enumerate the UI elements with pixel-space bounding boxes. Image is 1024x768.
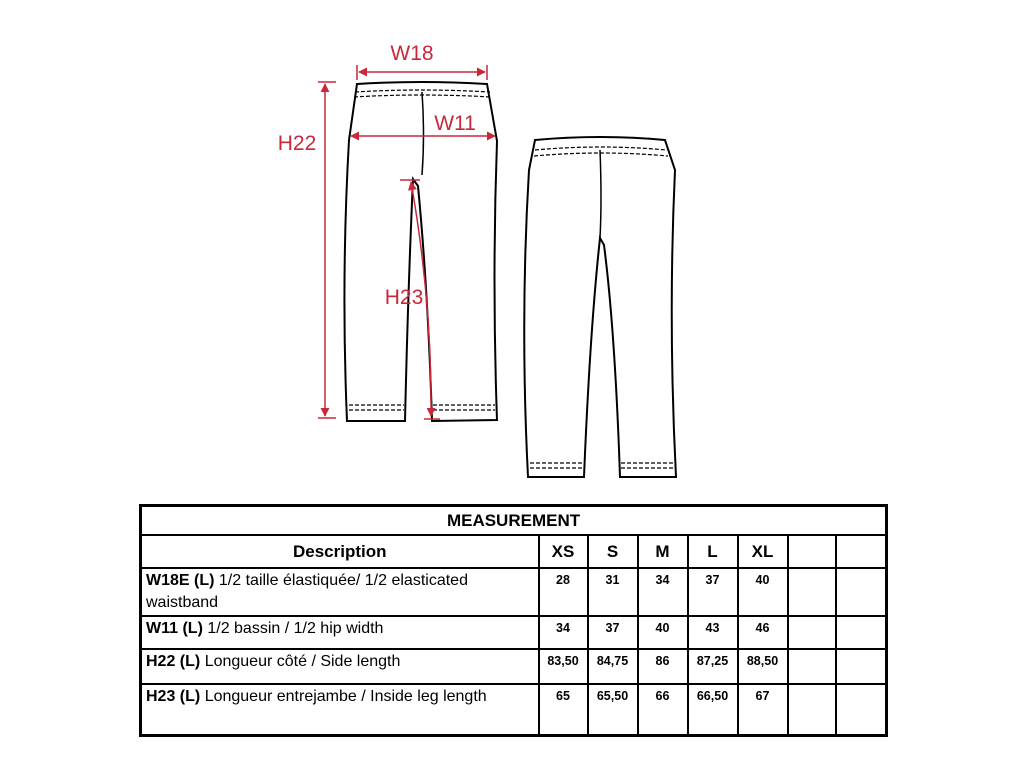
row-value [836,684,887,736]
row-value: 65 [539,684,588,736]
size-header: XL [738,535,788,568]
row-value: 46 [738,616,788,649]
row-value: 34 [638,568,688,616]
row-code: H22 (L) [146,653,201,670]
table-row [141,684,887,736]
table-row [141,649,887,684]
back-pants-outline [524,137,676,477]
row-value [788,649,836,684]
row-code: W18E (L) [146,572,215,589]
row-description [141,684,539,736]
w18-dimension [357,42,487,80]
row-value: 66,50 [688,684,738,736]
table-row [141,616,887,649]
row-code: H23 (L) [146,688,201,705]
size-header: L [688,535,738,568]
table-row [141,568,887,616]
row-text: 1/2 bassin / 1/2 hip width [207,620,384,637]
row-code: W11 (L) [146,620,203,637]
row-value: 84,75 [588,649,638,684]
row-value [836,568,887,616]
header-row [141,535,887,568]
row-value: 43 [688,616,738,649]
row-value [788,568,836,616]
size-header [788,535,836,568]
row-value: 67 [738,684,788,736]
measurement-table [139,504,888,737]
row-value: 40 [638,616,688,649]
size-header: M [638,535,688,568]
size-header: S [588,535,638,568]
row-value [836,616,887,649]
row-value: 86 [638,649,688,684]
description-header: Description [141,535,539,568]
row-value: 28 [539,568,588,616]
row-value: 37 [588,616,638,649]
row-value: 40 [738,568,788,616]
row-value: 37 [688,568,738,616]
row-text: 1/2 taille élastiquée/ 1/2 elasticated waistband [146,572,468,611]
size-header: XS [539,535,588,568]
row-value [836,649,887,684]
row-value [788,616,836,649]
row-value: 31 [588,568,638,616]
row-description [141,616,539,649]
row-value: 65,50 [588,684,638,736]
row-text: Longueur entrejambe / Inside leg length [204,688,487,705]
row-value: 34 [539,616,588,649]
row-description [141,568,539,616]
row-value: 88,50 [738,649,788,684]
row-description [141,649,539,684]
row-value: 66 [638,684,688,736]
h22-label: H22 [277,132,317,155]
size-header [836,535,887,568]
row-value: 83,50 [539,649,588,684]
w11-label: W11 [434,112,476,135]
table-title: MEASUREMENT [141,506,887,536]
row-value [788,684,836,736]
row-text: Longueur côté / Side length [204,653,401,670]
w18-label: W18 [390,42,434,65]
row-value: 87,25 [688,649,738,684]
h22-dimension [278,82,336,418]
h23-label: H23 [384,286,424,309]
